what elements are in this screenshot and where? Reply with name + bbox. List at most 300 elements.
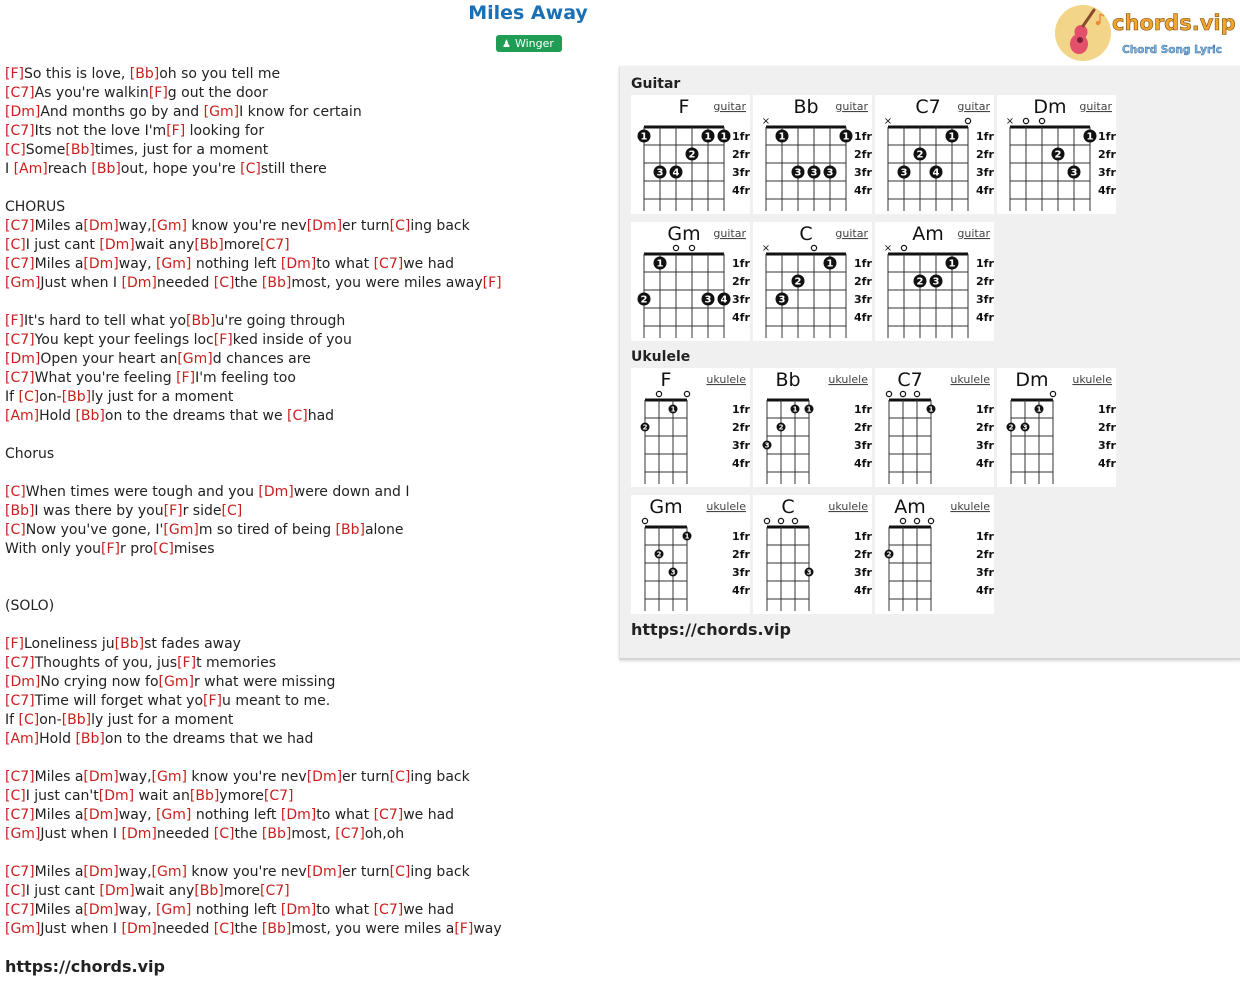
fret-label: 4fr bbox=[1098, 184, 1116, 197]
chord-c7[interactable]: [C7] bbox=[373, 902, 404, 918]
chord-dm[interactable]: [Dm] bbox=[5, 674, 41, 690]
chord-c[interactable]: [C] bbox=[5, 142, 26, 158]
chord-c[interactable]: [C] bbox=[5, 237, 26, 253]
chord-c7[interactable]: [C7] bbox=[373, 256, 404, 272]
lyric-text: Now you've gone, I' bbox=[25, 522, 164, 538]
fret-label: 1fr bbox=[732, 130, 750, 143]
chord-bb[interactable]: [Bb] bbox=[189, 788, 220, 804]
chord-c7[interactable]: [C7] bbox=[263, 788, 294, 804]
chord-name: Bb bbox=[775, 369, 801, 391]
chord-c[interactable]: [C] bbox=[221, 503, 243, 519]
lyric-text: way, bbox=[118, 256, 156, 272]
ukulele-section-title: Ukulele bbox=[631, 349, 691, 365]
lyric-text: I was there by you bbox=[34, 503, 164, 519]
finger-number: 2 bbox=[916, 149, 924, 161]
lyric-line bbox=[5, 198, 605, 217]
lyric-line bbox=[5, 350, 605, 369]
chord-f[interactable]: [F] bbox=[177, 655, 197, 671]
fret-label: 2fr bbox=[732, 148, 750, 161]
chord-c[interactable]: [C] bbox=[389, 864, 411, 880]
chord-c7[interactable]: [C7] bbox=[5, 256, 35, 272]
instrument-link[interactable]: ukulele bbox=[950, 373, 990, 386]
chord-bb[interactable]: [Bb] bbox=[114, 636, 145, 652]
muted-string-marker: × bbox=[761, 243, 771, 254]
lyric-line bbox=[5, 103, 605, 122]
lyric-text: know you're nev bbox=[186, 769, 307, 785]
chord-bb[interactable]: [Bb] bbox=[129, 66, 160, 82]
lyric-text: m so tired of being bbox=[198, 522, 336, 538]
finger-number: 1 bbox=[656, 258, 664, 270]
guitar-chord-card-am[interactable] bbox=[875, 222, 994, 341]
instrument-link[interactable]: ukulele bbox=[828, 500, 868, 513]
lyric-text: on- bbox=[39, 712, 62, 728]
fret-label: 2fr bbox=[1098, 421, 1116, 434]
lyric-text: alone bbox=[364, 522, 404, 538]
finger-number: 1 bbox=[792, 405, 798, 414]
chord-f[interactable]: [F] bbox=[166, 123, 186, 139]
lyric-line bbox=[5, 274, 605, 293]
chord-dm[interactable]: [Dm] bbox=[83, 807, 119, 823]
chord-gm[interactable]: [Gm] bbox=[5, 921, 41, 937]
lyric-text: oh so you tell me bbox=[159, 66, 281, 82]
finger-number: 3 bbox=[778, 294, 786, 306]
lyric-text: I just cant bbox=[25, 883, 100, 899]
lyric-text: g out the door bbox=[167, 85, 268, 101]
lyric-text: times, just for a moment bbox=[94, 142, 269, 158]
blank-line bbox=[5, 179, 605, 198]
chord-dm[interactable]: [Dm] bbox=[258, 484, 294, 500]
lyric-text: u're going through bbox=[215, 313, 346, 329]
finger-number: 3 bbox=[826, 167, 834, 179]
lyric-text: Hold bbox=[39, 731, 76, 747]
fret-label: 4fr bbox=[854, 457, 872, 470]
chord-c7[interactable]: [C7] bbox=[5, 693, 35, 709]
finger-number: 1 bbox=[1086, 131, 1094, 143]
chord-gm[interactable]: [Gm] bbox=[155, 902, 192, 918]
fret-label: 3fr bbox=[732, 293, 750, 306]
chord-c[interactable]: [C] bbox=[213, 275, 235, 291]
lyric-text: the bbox=[234, 826, 262, 842]
open-string-marker bbox=[792, 518, 797, 523]
chord-c7[interactable]: [C7] bbox=[5, 807, 35, 823]
chord-dm[interactable]: [Dm] bbox=[121, 921, 157, 937]
fret-label: 1fr bbox=[854, 530, 872, 543]
lyric-text: Chorus bbox=[5, 446, 55, 462]
chord-c[interactable]: [C] bbox=[213, 826, 235, 842]
chord-diagram bbox=[631, 222, 750, 341]
chord-bb[interactable]: [Bb] bbox=[186, 313, 216, 329]
finger-number: 3 bbox=[932, 276, 940, 288]
chord-name: Am bbox=[894, 496, 926, 518]
chord-gm[interactable]: [Gm] bbox=[151, 769, 187, 785]
chord-c[interactable]: [C] bbox=[389, 769, 411, 785]
fret-label: 3fr bbox=[976, 166, 994, 179]
chord-dm[interactable]: [Dm] bbox=[98, 788, 135, 804]
chord-name: C7 bbox=[897, 369, 923, 391]
chord-dm[interactable]: [Dm] bbox=[5, 104, 41, 120]
panel-site-url[interactable]: https://chords.vip bbox=[631, 620, 791, 639]
chord-c7[interactable]: [C7] bbox=[335, 826, 365, 842]
finger-number: 3 bbox=[810, 167, 818, 179]
chord-c7[interactable]: [C7] bbox=[5, 769, 35, 785]
lyric-text: ing back bbox=[410, 769, 470, 785]
chord-bb[interactable]: [Bb] bbox=[261, 921, 292, 937]
chord-c7[interactable]: [C7] bbox=[5, 218, 35, 234]
chord-f[interactable]: [F] bbox=[454, 921, 474, 937]
person-icon: ♟ bbox=[502, 39, 511, 50]
chord-c[interactable]: [C] bbox=[5, 883, 26, 899]
finger-number: 3 bbox=[1022, 423, 1028, 432]
fret-label: 2fr bbox=[732, 421, 750, 434]
fret-label: 3fr bbox=[732, 166, 750, 179]
chord-diagram bbox=[875, 368, 994, 487]
chord-bb[interactable]: [Bb] bbox=[335, 522, 365, 538]
chord-bb[interactable]: [Bb] bbox=[61, 712, 92, 728]
chord-c[interactable]: [C] bbox=[240, 161, 261, 177]
lyric-line bbox=[5, 369, 605, 388]
instrument-link[interactable]: guitar bbox=[835, 100, 868, 113]
fret-label: 3fr bbox=[976, 293, 994, 306]
artist-badge[interactable] bbox=[496, 35, 562, 52]
chord-c[interactable]: [C] bbox=[5, 484, 26, 500]
chord-dm[interactable]: [Dm] bbox=[83, 256, 119, 272]
lyric-line bbox=[5, 502, 605, 521]
chord-gm[interactable]: [Gm] bbox=[151, 218, 187, 234]
site-url[interactable]: https://chords.vip bbox=[5, 957, 165, 976]
finger-number: 1 bbox=[928, 405, 934, 414]
chord-dm[interactable]: [Dm] bbox=[121, 826, 157, 842]
fret-label: 2fr bbox=[976, 148, 994, 161]
open-string-marker bbox=[764, 518, 769, 523]
chord-diagram bbox=[875, 95, 994, 214]
lyric-line bbox=[5, 768, 605, 787]
lyric-text: we had bbox=[403, 902, 455, 918]
chord-c[interactable]: [C] bbox=[213, 921, 235, 937]
fret-label: 1fr bbox=[1098, 403, 1116, 416]
lyric-line bbox=[5, 483, 605, 502]
fret-label: 2fr bbox=[732, 275, 750, 288]
lyric-text: t memories bbox=[196, 655, 277, 671]
chord-diagram bbox=[753, 222, 872, 341]
instrument-link[interactable]: guitar bbox=[957, 227, 990, 240]
lyric-text: mises bbox=[173, 541, 215, 557]
chord-c7[interactable]: [C7] bbox=[5, 85, 35, 101]
chord-bb[interactable]: [Bb] bbox=[75, 408, 105, 424]
lyric-text: the bbox=[234, 275, 262, 291]
guitar-chord-card-c[interactable] bbox=[753, 222, 872, 341]
chord-f[interactable]: [F] bbox=[5, 636, 24, 652]
chord-dm[interactable]: [Dm] bbox=[280, 902, 317, 918]
chord-dm[interactable]: [Dm] bbox=[280, 807, 317, 823]
chord-c[interactable]: [C] bbox=[389, 218, 411, 234]
chord-f[interactable]: [F] bbox=[5, 313, 24, 329]
lyric-text: Hold bbox=[39, 408, 76, 424]
fret-label: 1fr bbox=[732, 530, 750, 543]
lyric-text: CHORUS bbox=[5, 199, 66, 215]
lyric-text: to what bbox=[316, 256, 374, 272]
open-string-marker bbox=[1023, 118, 1028, 123]
chord-dm[interactable]: [Dm] bbox=[83, 864, 119, 880]
chord-diagram bbox=[875, 495, 994, 614]
chord-name: Dm bbox=[1033, 96, 1067, 118]
instrument-link[interactable]: ukulele bbox=[1072, 373, 1112, 386]
lyric-text: way, bbox=[118, 807, 156, 823]
ukulele-chord-card-f[interactable] bbox=[631, 368, 750, 487]
chord-am[interactable]: [Am] bbox=[5, 731, 40, 747]
open-string-marker bbox=[778, 518, 783, 523]
fret-label: 1fr bbox=[732, 257, 750, 270]
lyric-text: reach bbox=[47, 161, 92, 177]
chord-dm[interactable]: [Dm] bbox=[5, 351, 41, 367]
chord-c7[interactable]: [C7] bbox=[5, 370, 35, 386]
chord-name: F bbox=[660, 369, 672, 391]
chord-dm[interactable]: [Dm] bbox=[99, 237, 135, 253]
lyric-text: I know for certain bbox=[239, 104, 362, 120]
lyric-text: ly just for a moment bbox=[91, 389, 234, 405]
muted-string-marker: × bbox=[883, 243, 893, 254]
fret-label: 2fr bbox=[976, 421, 994, 434]
lyric-text: Miles a bbox=[34, 256, 84, 272]
lyric-text: ly just for a moment bbox=[91, 712, 234, 728]
lyric-text: If bbox=[5, 389, 19, 405]
finger-number: 1 bbox=[948, 131, 956, 143]
finger-number: 4 bbox=[720, 294, 728, 306]
chord-dm[interactable]: [Dm] bbox=[83, 218, 119, 234]
fret-label: 4fr bbox=[976, 457, 994, 470]
chord-name: Bb bbox=[793, 96, 819, 118]
chord-bb[interactable]: [Bb] bbox=[194, 883, 224, 899]
fret-label: 4fr bbox=[854, 311, 872, 324]
chord-c7[interactable]: [C7] bbox=[260, 883, 290, 899]
ukulele-chord-card-c[interactable] bbox=[753, 495, 872, 614]
lyric-text: oh,oh bbox=[364, 826, 405, 842]
fret-label: 3fr bbox=[854, 293, 872, 306]
chord-f[interactable]: [F] bbox=[5, 66, 24, 82]
chord-c[interactable]: [C] bbox=[18, 712, 40, 728]
chord-c7[interactable]: [C7] bbox=[5, 332, 35, 348]
instrument-link[interactable]: ukulele bbox=[950, 500, 990, 513]
chord-c[interactable]: [C] bbox=[5, 522, 26, 538]
lyric-line bbox=[5, 540, 605, 559]
finger-number: 3 bbox=[794, 167, 802, 179]
fret-label: 3fr bbox=[854, 166, 872, 179]
guitar-chord-card-bb[interactable] bbox=[753, 95, 872, 214]
chord-gm[interactable]: [Gm] bbox=[203, 104, 240, 120]
fret-label: 1fr bbox=[976, 530, 994, 543]
chord-diagram bbox=[753, 95, 872, 214]
chord-gm[interactable]: [Gm] bbox=[155, 807, 192, 823]
fret-label: 4fr bbox=[1098, 457, 1116, 470]
fret-label: 3fr bbox=[976, 439, 994, 452]
finger-number: 1 bbox=[778, 131, 786, 143]
chord-c[interactable]: [C] bbox=[287, 408, 308, 424]
lyric-text: Loneliness ju bbox=[23, 636, 115, 652]
chord-bb[interactable]: [Bb] bbox=[5, 503, 35, 519]
chord-f[interactable]: [F] bbox=[176, 370, 196, 386]
fret-label: 3fr bbox=[732, 439, 750, 452]
chord-gm[interactable]: [Gm] bbox=[155, 256, 192, 272]
chord-gm[interactable]: [Gm] bbox=[158, 674, 194, 690]
finger-number: 2 bbox=[642, 423, 648, 432]
lyric-text: I just can't bbox=[25, 788, 99, 804]
instrument-link[interactable]: guitar bbox=[713, 100, 746, 113]
chord-c[interactable]: [C] bbox=[18, 389, 40, 405]
lyric-text: Just when I bbox=[40, 275, 122, 291]
fret-label: 4fr bbox=[854, 184, 872, 197]
chord-c7[interactable]: [C7] bbox=[373, 807, 404, 823]
chord-bb[interactable]: [Bb] bbox=[261, 826, 292, 842]
guitar-section-title: Guitar bbox=[631, 76, 681, 92]
chord-c7[interactable]: [C7] bbox=[5, 123, 35, 139]
lyric-text: d chances are bbox=[212, 351, 311, 367]
chord-am[interactable]: [Am] bbox=[13, 161, 48, 177]
finger-number: 2 bbox=[640, 294, 648, 306]
lyric-text: to what bbox=[316, 902, 374, 918]
lyric-line bbox=[5, 711, 605, 730]
instrument-link[interactable]: guitar bbox=[957, 100, 990, 113]
lyric-text: nothing left bbox=[191, 902, 281, 918]
muted-string-marker: × bbox=[761, 116, 771, 127]
lyric-text: on- bbox=[39, 389, 62, 405]
chord-c7[interactable]: [C7] bbox=[260, 237, 290, 253]
finger-number: 1 bbox=[826, 258, 834, 270]
ukulele-chord-card-c7[interactable] bbox=[875, 368, 994, 487]
open-string-marker bbox=[642, 518, 647, 523]
chord-dm[interactable]: [Dm] bbox=[306, 864, 343, 880]
lyric-line bbox=[5, 160, 605, 179]
lyric-text: Just when I bbox=[40, 921, 122, 937]
lyric-line bbox=[5, 806, 605, 825]
chord-gm[interactable]: [Gm] bbox=[177, 351, 213, 367]
chord-c7[interactable]: [C7] bbox=[5, 864, 35, 880]
chord-gm[interactable]: [Gm] bbox=[5, 826, 41, 842]
lyric-line bbox=[5, 882, 605, 901]
chord-f[interactable]: [F] bbox=[203, 693, 223, 709]
lyric-text: we had bbox=[403, 256, 455, 272]
open-string-marker bbox=[1039, 118, 1044, 123]
lyric-text: out, hope you're bbox=[120, 161, 241, 177]
chord-gm[interactable]: [Gm] bbox=[5, 275, 41, 291]
instrument-link[interactable]: guitar bbox=[835, 227, 868, 240]
lyric-line bbox=[5, 920, 605, 939]
chord-dm[interactable]: [Dm] bbox=[280, 256, 317, 272]
chord-gm[interactable]: [Gm] bbox=[151, 864, 187, 880]
lyric-text: I bbox=[5, 161, 14, 177]
chord-dm[interactable]: [Dm] bbox=[83, 902, 119, 918]
chord-bb[interactable]: [Bb] bbox=[61, 389, 92, 405]
chord-dm[interactable]: [Dm] bbox=[121, 275, 157, 291]
fret-label: 1fr bbox=[854, 403, 872, 416]
chord-c[interactable]: [C] bbox=[153, 541, 174, 557]
open-string-marker bbox=[1050, 391, 1055, 396]
instrument-link[interactable]: ukulele bbox=[706, 500, 746, 513]
lyric-text: Miles a bbox=[34, 902, 84, 918]
guitar-chord-card-f[interactable] bbox=[631, 95, 750, 214]
finger-number: 2 bbox=[916, 276, 924, 288]
instrument-link[interactable]: ukulele bbox=[828, 373, 868, 386]
ukulele-chord-card-bb[interactable] bbox=[753, 368, 872, 487]
chord-name: Am bbox=[912, 223, 944, 245]
lyric-text: er turn bbox=[342, 218, 390, 234]
open-string-marker bbox=[914, 518, 919, 523]
chord-name: Gm bbox=[667, 223, 701, 245]
chord-dm[interactable]: [Dm] bbox=[306, 218, 343, 234]
lyric-text: ymore bbox=[219, 788, 264, 804]
chord-f[interactable]: [F] bbox=[482, 275, 502, 291]
finger-number: 3 bbox=[764, 441, 770, 450]
chord-bb[interactable]: [Bb] bbox=[91, 161, 121, 177]
chord-bb[interactable]: [Bb] bbox=[65, 142, 95, 158]
song-title: Miles Away bbox=[468, 2, 588, 24]
fret-label: 3fr bbox=[1098, 439, 1116, 452]
chord-f[interactable]: [F] bbox=[148, 85, 168, 101]
site-logo[interactable] bbox=[1054, 4, 1236, 62]
chord-am[interactable]: [Am] bbox=[5, 408, 40, 424]
blank-line bbox=[5, 749, 605, 768]
lyric-text: had bbox=[307, 408, 335, 424]
ukulele-chord-card-dm[interactable] bbox=[997, 368, 1116, 487]
fret-label: 2fr bbox=[976, 275, 994, 288]
lyric-text: st fades away bbox=[144, 636, 241, 652]
fret-label: 1fr bbox=[1098, 130, 1116, 143]
fret-label: 1fr bbox=[854, 257, 872, 270]
chord-f[interactable]: [F] bbox=[163, 503, 183, 519]
lyric-text: er turn bbox=[342, 769, 390, 785]
guitar-chord-card-dm[interactable] bbox=[997, 95, 1116, 214]
chord-name: Gm bbox=[649, 496, 683, 518]
chord-dm[interactable]: [Dm] bbox=[306, 769, 343, 785]
instrument-link[interactable]: guitar bbox=[713, 227, 746, 240]
chord-bb[interactable]: [Bb] bbox=[194, 237, 224, 253]
instrument-link[interactable]: guitar bbox=[1079, 100, 1112, 113]
logo-subtitle: Chord Song Lyric bbox=[1122, 44, 1222, 56]
lyric-text: nothing left bbox=[191, 807, 281, 823]
lyric-text: (SOLO) bbox=[5, 598, 55, 614]
lyric-text: looking for bbox=[185, 123, 265, 139]
ukulele-chord-card-am[interactable] bbox=[875, 495, 994, 614]
lyric-text: Miles a bbox=[34, 864, 84, 880]
lyric-text: way, bbox=[118, 218, 152, 234]
chord-dm[interactable]: [Dm] bbox=[99, 883, 135, 899]
fret-label: 1fr bbox=[976, 257, 994, 270]
fret-label: 2fr bbox=[976, 548, 994, 561]
chord-bb[interactable]: [Bb] bbox=[75, 731, 105, 747]
chord-c[interactable]: [C] bbox=[5, 788, 26, 804]
open-string-marker bbox=[901, 245, 906, 250]
chord-bb[interactable]: [Bb] bbox=[261, 275, 292, 291]
lyric-line bbox=[5, 730, 605, 749]
open-string-marker bbox=[656, 391, 661, 396]
lyric-text: Open your heart an bbox=[40, 351, 178, 367]
chord-diagram bbox=[875, 222, 994, 341]
ukulele-chord-card-gm[interactable] bbox=[631, 495, 750, 614]
lyric-line bbox=[5, 863, 605, 882]
chord-c7[interactable]: [C7] bbox=[5, 902, 35, 918]
chord-f[interactable]: [F] bbox=[213, 332, 233, 348]
chord-dm[interactable]: [Dm] bbox=[83, 769, 119, 785]
lyric-line bbox=[5, 825, 605, 844]
chord-f[interactable]: [F] bbox=[101, 541, 121, 557]
chord-gm[interactable]: [Gm] bbox=[163, 522, 199, 538]
lyric-text: wait an bbox=[134, 788, 190, 804]
guitar-chord-card-c7[interactable] bbox=[875, 95, 994, 214]
chord-c7[interactable]: [C7] bbox=[5, 655, 35, 671]
instrument-link[interactable]: ukulele bbox=[706, 373, 746, 386]
lyric-line bbox=[5, 635, 605, 654]
finger-number: 2 bbox=[794, 276, 802, 288]
guitar-chord-card-gm[interactable] bbox=[631, 222, 750, 341]
fret-label: 3fr bbox=[854, 439, 872, 452]
